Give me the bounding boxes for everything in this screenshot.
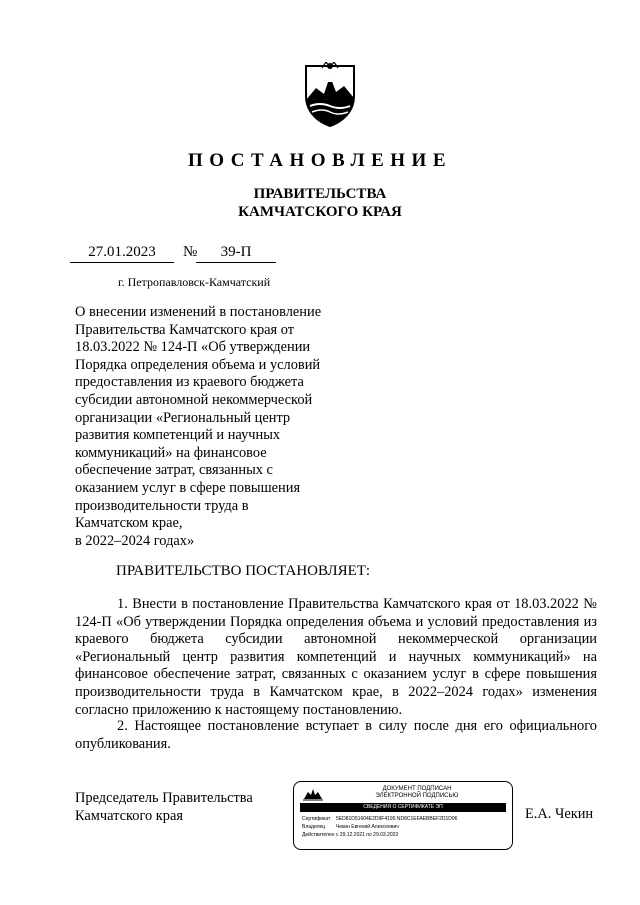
subject-line: О внесении изменений в постановление xyxy=(75,304,322,320)
subject-line: организации «Региональный центр xyxy=(75,409,291,426)
number-sign: № xyxy=(183,244,198,260)
subject-line: обеспечение затрат, связанных с xyxy=(75,462,273,479)
subject-line: предоставления из краевого бюджета xyxy=(75,374,304,391)
subject-line: Камчатском крае, xyxy=(75,515,183,532)
signer-title xyxy=(75,789,253,825)
subject-line: 18.03.2022 № 124-П «Об утверждении xyxy=(75,339,311,356)
issuer-line-2: КАМЧАТСКОГО КРАЯ xyxy=(238,204,402,220)
city-line: г. Петропавловск-Камчатский xyxy=(118,275,271,289)
stamp-valid-line: Действителенс 29.12.2021 по 29.03.2023 xyxy=(302,832,399,838)
paragraph-1: 1. Внести в постановление Правительства Камчатского края от 18.03.2022 № 124-П «Об утверждении Порядка определения объема и условий предоставления из краевого бюджета субсидии автономной некоммерческой организации «Региональный центр развития компетенций и научных коммуникаций» на финансовое обеспечение затрат, связанных с оказанием услуг в сфере повышения производительности труда в Камчатском крае, в 2022–2024 годах» изменения согласно приложению к настоящему постановлению. xyxy=(75,596,597,718)
subject-line: Правительства Камчатского края от xyxy=(75,321,295,338)
subject-line: оказанием услуг в сфере повышения xyxy=(75,479,301,496)
resolves-heading: ПРАВИТЕЛЬСТВО ПОСТАНОВЛЯЕТ: xyxy=(116,563,371,579)
subject-line: коммуникаций» на финансовое xyxy=(75,444,267,461)
paragraph-2: 2. Настоящее постановление вступает в силу после дня его официального опубликования. xyxy=(75,718,597,752)
document-title: ПОСТАНОВЛЕНИЕ xyxy=(187,150,453,171)
signer-name: Е.А. Чекин xyxy=(525,806,594,822)
subject-line: субсидии автономной некоммерческой xyxy=(75,391,313,408)
electronic-signature-stamp xyxy=(293,781,513,850)
stamp-title: ДОКУМЕНТ ПОДПИСАН ЭЛЕКТРОННОЙ ПОДПИСЬЮ xyxy=(375,786,459,799)
subject-line: производительности труда в xyxy=(75,497,249,514)
signer-title-line-2: Камчатского края xyxy=(75,808,183,824)
issuer-line-1: ПРАВИТЕЛЬСТВА xyxy=(253,186,387,202)
coat-of-arms-emblem xyxy=(298,62,362,130)
document-subject xyxy=(75,304,331,550)
document-number: 39-П xyxy=(196,244,276,263)
subject-line: развития компетенций и научных xyxy=(75,427,281,444)
stamp-certificate-line: Сертификат 5ED81D51604E2D9F4195 ND8C1EFAEBBEF2D1D96 xyxy=(302,816,458,822)
document-date: 27.01.2023 xyxy=(70,244,174,263)
subject-line: в 2022–2024 годах» xyxy=(75,532,195,549)
stamp-certificate-bar: СВЕДЕНИЯ О СЕРТИФИКАТЕ ЭП xyxy=(300,803,506,812)
subject-line: Порядка определения объема и условий xyxy=(75,356,321,373)
stamp-emblem-icon xyxy=(302,787,324,801)
stamp-owner-line: Владелец Чекин Евгений Алексеевич xyxy=(302,824,399,830)
signer-title-line-1: Председатель Правительства xyxy=(75,790,253,806)
